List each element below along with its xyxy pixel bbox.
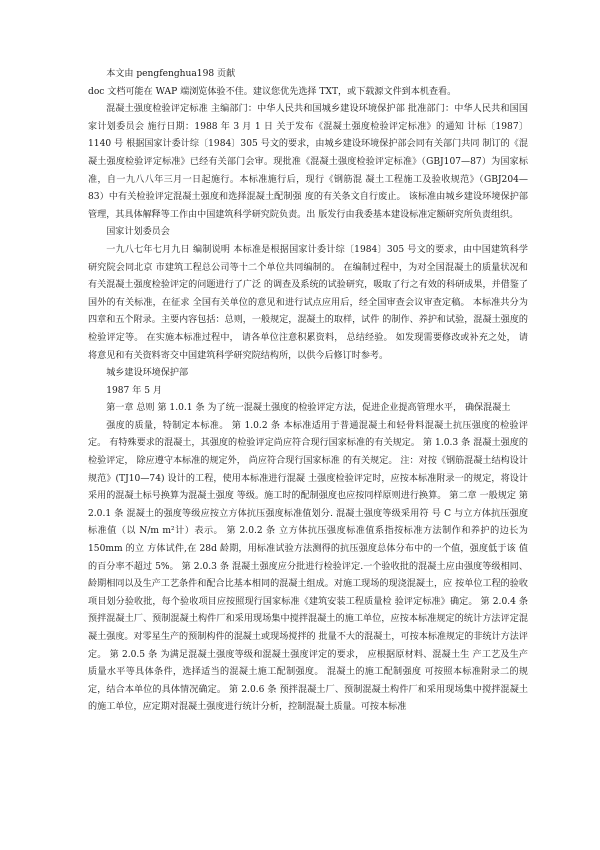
issuer-line: 国家计划委员会 [106,227,170,238]
standard-notice-paragraph: 混凝土强度检验评定标准 主编部门：中华人民共和国城乡建设环境保护部 批准部门：中华人民共和国国家计划委员会 施行日期：1988 年 3 月 1 日 关于发布《混凝土强度检验评定标准》的通知 计标〔1987〕1140 号 根据国家计委计综〔1984〕305 号文的要求，由城乡建设环境保护部会同有关部门共同 制订的《混凝土强度检验评定标准》已经有关部门会审。现批准《混凝土强度检验评定标准》（GBJ107—87）为国家标准，自一九八八年三月一日起施行。本标准施行后，现行《钢筋混 凝土工程施工及验收规范》（GBJ204—83）中有关检验评定混凝土强度和选择混凝土配制强 度的有关条文自行废止。 该标准由城乡建设环境保护部管理，其具体解释等工作由中国建筑科学研究院负责。出 版发行由我委基本建设标准定额研究所负责组织。 [88,104,528,220]
contributor-line: 本文由 pengfenghua198 贡献 [106,69,236,79]
date-line: 1987 年 5 月 [106,385,162,396]
department-line: 城乡建设环境保护部 [106,368,189,379]
general-provisions-paragraph: 强度的质量，特制定本标准。 第 1.0.2 条 本标准适用于普通混凝土和轻骨料混凝土抗压强度的检验评定。 有特殊要求的混凝土，其强度的检验评定尚应符合现行国家标准的有关规定。 第 1.0.3 条 混凝土强度的检验评定， 除应遵守本标准的规定外， 尚应符合现行国家标准 的有关规定。 注：对按《钢筋混凝土结构设计规范》(TJ10—74) 设计的工程，使用本标准进行混凝 土强度检验评定时，应按本标准附录一的规定，将设计采用的混凝土标号换算为混凝土强度 等级。施工时的配制强度也应按同样原则进行换算。 第二章 一般规定 第 2.0.1 条 混凝土的强度等级应按立方体抗压强度标准值划分. 混凝土强度等级采用符 号 C 与立方体抗压强度标准值（以 N/m m²计）表示。 第 2.0.2 条 立方体抗压强度标准值系指按标准方法制作和养护的边长为 150mm 的立 方体试件,在 28d 龄期，用标准试验方法测得的抗压强度总体分布中的一个值，强度低于该 值的百分率不超过 5%。 第 2.0.3 条 混凝土强度应分批进行检验评定.一个验收批的混凝土应由强度等级相同、 龄期相同以及生产工艺条件和配合比基本相同的混凝土组成。对施工现场的现浇混凝土，应 按单位工程的验收项目划分验收批，每个验收项目应按照现行国家标准《建筑安装工程质量检 验评定标准》确定。 第 2.0.4 条 预拌混凝土厂、预制混凝土构件厂和采用现场集中搅拌混凝土的施工单位，应按本标准规定的统计方法评定混凝土强度。对零星生产的预制构件的混凝土或现场搅拌的 批量不大的混凝土，可按本标准规定的非统计方法评定。 第 2.0.5 条 为满足混凝土强度等级和混凝土强度评定的要求， 应根据原材料、混凝土生 产工艺及生产质量水平等具体条件，选择适当的混凝土施工配制强度。 混凝土的施工配制强度 可按照本标准附录二的规定，结合本单位的具体情况确定。 第 2.0.6 条 预拌混凝土厂、预制混凝土构件厂和采用现场集中搅拌混凝土的施工单位，应定期对混凝土强度进行统计分析，控制混凝土质量。可按本标准 [88,420,528,713]
compilation-notes-paragraph: 一九八七年七月九日 编制说明 本标准是根据国家计委计综〔1984〕305 号文的要求，由中国建筑科学研究院会同北京 市建筑工程总公司等十二个单位共同编制的。 在编制过程中，为对全国混凝土的质量状况和有关混凝土强度检验评定的问题进行了广泛 的调查及系统的试验研究，吸取了行之有效的科研成果，并借鉴了国外的有关标准，在征求 全国有关单位的意见和进行试点应用后，经全国审查会议审查定稿。 本标准共分为四章和五个附录。主要内容包括：总则，一般规定，混凝土的取样，试件 的制作、养护和试验，混凝土强度的检验评定等。 在实施本标准过程中， 请各单位注意积累资料， 总结经验。 如发现需要修改或补充之处， 请将意见和有关资料寄交中国建筑科学研究院结构所，以供今后修订时参考。 [88,244,528,361]
viewing-notice: doc 文档可能在 WAP 端浏览体验不佳。建议您优先选择 TXT，或下载源文件到本机查看。 [88,86,457,97]
document-body [88,66,528,717]
chapter-one-heading-paragraph: 第一章 总则 第 1.0.1 条 为了统一混凝土强度的检验评定方法，促进企业提高管理水平， 确保混凝土 [106,403,511,414]
